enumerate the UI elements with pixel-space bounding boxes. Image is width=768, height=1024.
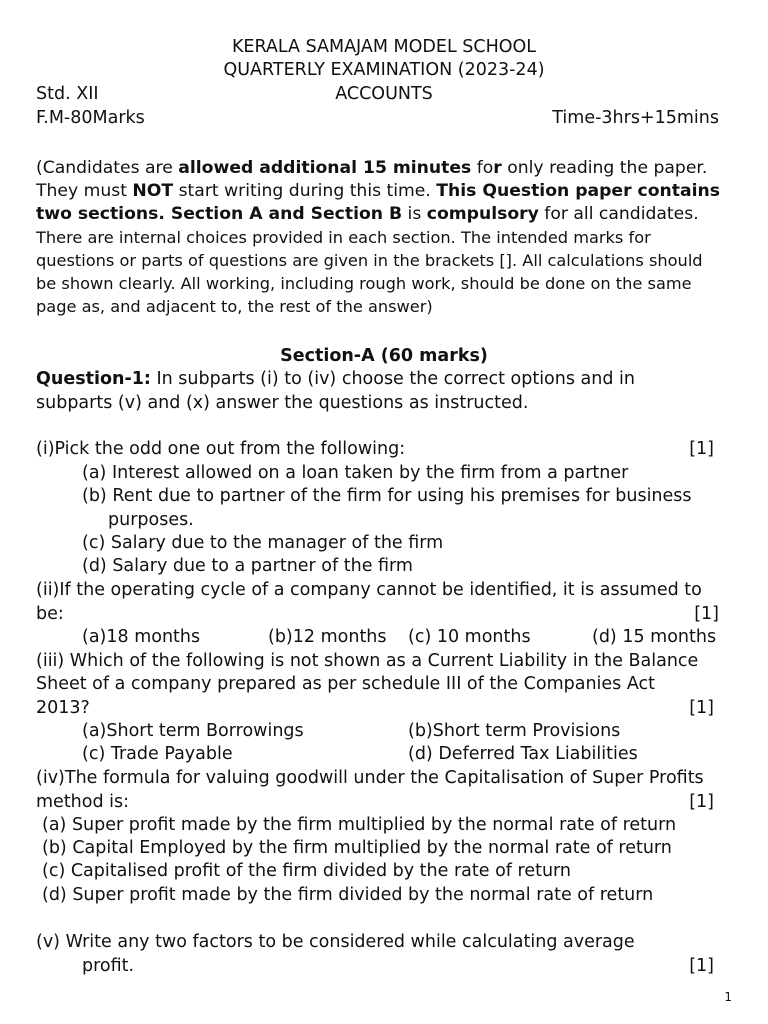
- qiii-marks: [1]: [689, 698, 714, 718]
- qiii-stem-cont-2: 2013?: [36, 698, 90, 718]
- qiv-option-c: (c) Capitalised profit of the firm divided by the rate of return: [42, 861, 572, 881]
- instructions-line-2: They must NOT start writing during this time. This Question paper contains: [36, 181, 720, 201]
- section-title: Section-A (60 marks): [280, 346, 488, 366]
- instructions-line-4: There are internal choices provided in each section. The intended marks for: [36, 228, 651, 247]
- qi-option-c: (c) Salary due to the manager of the firm: [82, 533, 444, 553]
- qiii-option-c: (c) Trade Payable: [82, 744, 233, 764]
- qiii-stem: (iii) Which of the following is not shown as a Current Liability in the Balance: [36, 651, 699, 671]
- qi-option-b: (b) Rent due to partner of the firm for using his premises for business: [82, 486, 692, 506]
- qi-option-a: (a) Interest allowed on a loan taken by the firm from a partner: [82, 463, 629, 483]
- qii-option-c: (c) 10 months: [408, 627, 531, 647]
- qiii-option-a: (a)Short term Borrowings: [82, 721, 304, 741]
- standard: Std. XII: [36, 84, 99, 104]
- instructions-line-6: be shown clearly. All working, including rough work, should be done on the same: [36, 274, 692, 293]
- qi-marks: [1]: [689, 439, 714, 459]
- qi-option-b-cont: purposes.: [108, 510, 194, 530]
- qii-marks: [1]: [694, 604, 719, 624]
- qii-option-a: (a)18 months: [82, 627, 201, 647]
- exam-title: QUARTERLY EXAMINATION (2023-24): [223, 60, 545, 80]
- instructions-line-7: page as, and adjacent to, the rest of the answer): [36, 297, 433, 316]
- qi-option-d: (d) Salary due to a partner of the firm: [82, 556, 413, 576]
- qiv-option-b: (b) Capital Employed by the firm multiplied by the normal rate of return: [42, 838, 672, 858]
- qiv-stem-cont: method is:: [36, 792, 130, 812]
- school-name: KERALA SAMAJAM MODEL SCHOOL: [231, 37, 537, 57]
- qi-stem: (i)Pick the odd one out from the following:: [36, 439, 406, 459]
- qiii-option-d: (d) Deferred Tax Liabilities: [408, 744, 638, 764]
- question-1-intro-cont: subparts (v) and (x) answer the questions as instructed.: [36, 393, 529, 413]
- full-marks: F.M-80Marks: [36, 108, 145, 128]
- question-1-intro: Question-1: In subparts (i) to (iv) choose the correct options and in: [36, 369, 635, 389]
- instructions-line-5: questions or parts of questions are given in the brackets []. All calculations should: [36, 251, 703, 270]
- qiii-stem-cont-1: Sheet of a company prepared as per schedule III of the Companies Act: [36, 674, 655, 694]
- instructions-line-3: two sections. Section A and Section B is compulsory for all candidates.: [36, 204, 699, 224]
- qii-stem: (ii)If the operating cycle of a company cannot be identified, it is assumed to: [36, 580, 702, 600]
- qii-option-d: (d) 15 months: [592, 627, 717, 647]
- subject-title: ACCOUNTS: [335, 84, 433, 104]
- qiii-option-b: (b)Short term Provisions: [408, 721, 621, 741]
- qiv-stem: (iv)The formula for valuing goodwill under the Capitalisation of Super Profits: [36, 768, 704, 788]
- qiv-option-a: (a) Super profit made by the firm multiplied by the normal rate of return: [42, 815, 677, 835]
- qii-stem-cont: be:: [36, 604, 64, 624]
- qiv-marks: [1]: [689, 792, 714, 812]
- qv-stem: (v) Write any two factors to be considered while calculating average: [36, 932, 635, 952]
- page-number: 1: [724, 990, 732, 1004]
- qv-stem-cont: profit.: [82, 956, 135, 976]
- qv-marks: [1]: [689, 956, 714, 976]
- qii-option-b: (b)12 months: [268, 627, 387, 647]
- instructions-line-1: (Candidates are allowed additional 15 minutes for only reading the paper.: [36, 158, 708, 178]
- qiv-option-d: (d) Super profit made by the firm divided by the normal rate of return: [42, 885, 654, 905]
- time-allowed: Time-3hrs+15mins: [552, 108, 719, 128]
